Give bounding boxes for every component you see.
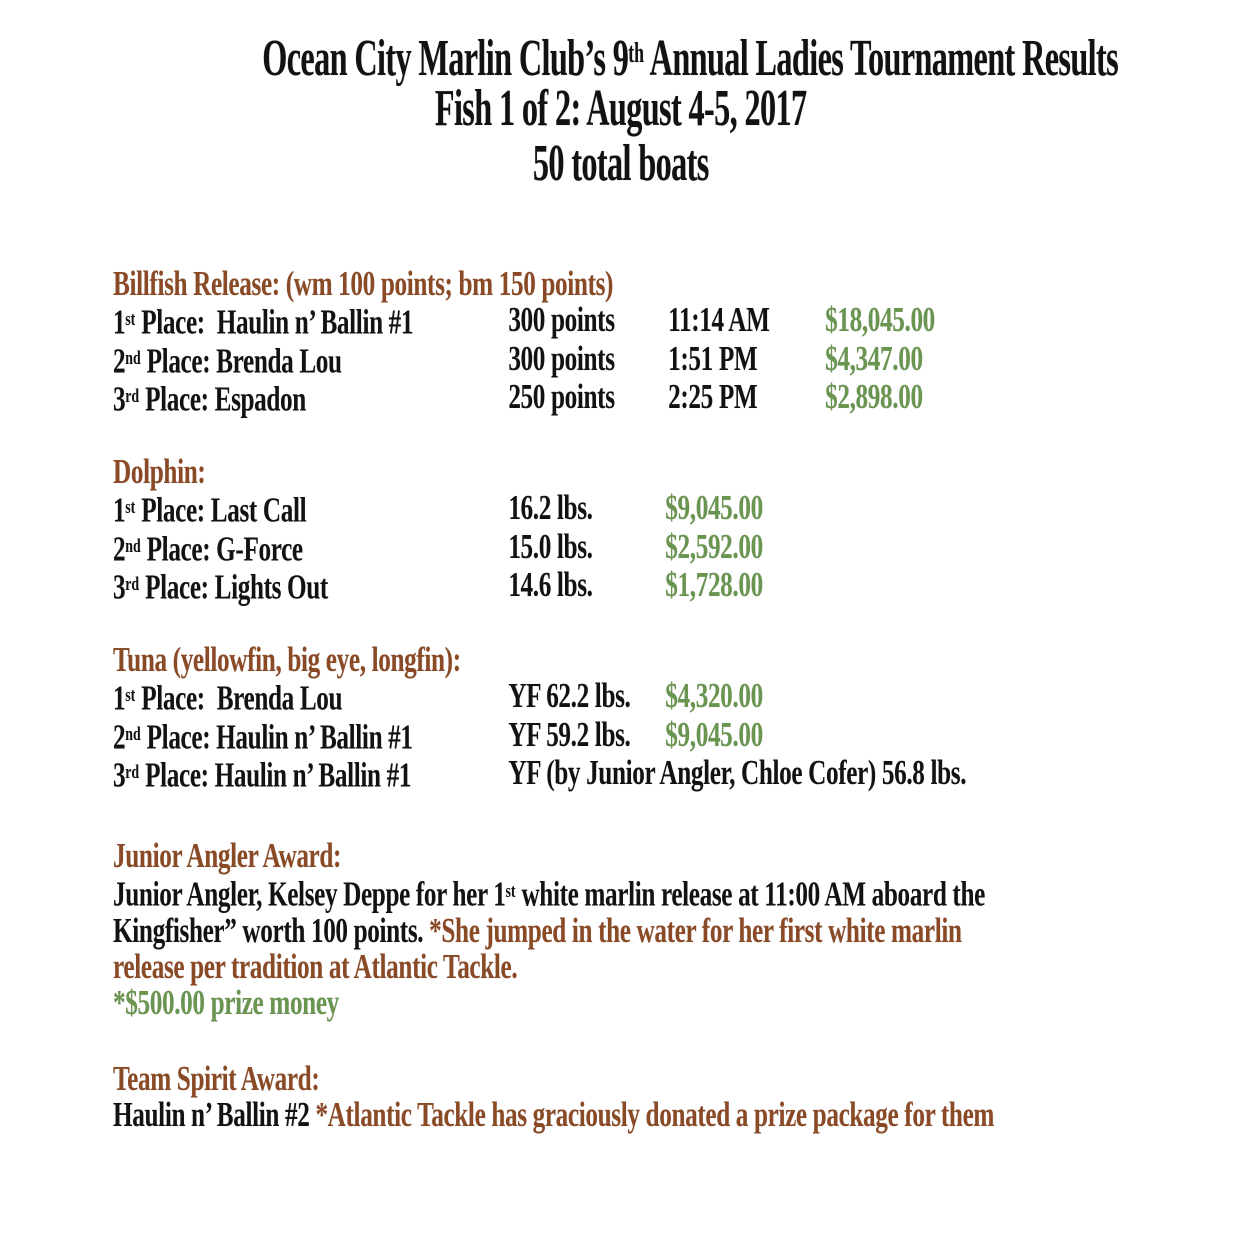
- tuna-heading: Tuna (yellowfin, big eye, longfin):: [113, 639, 461, 679]
- document-title: [0, 26, 1242, 191]
- junior-line2-brown: *She jumped in the water for her first white marlin: [429, 910, 962, 950]
- place-boat: [113, 717, 508, 756]
- team-award-heading: Team Spirit Award:: [113, 1058, 320, 1098]
- rank-ordinal: st: [125, 309, 136, 330]
- place-boat: [113, 341, 508, 380]
- dolphin-heading: Dolphin:: [113, 451, 206, 491]
- points: 250 points: [508, 377, 615, 417]
- tuna-row-3: [113, 755, 1242, 794]
- points: 300 points: [508, 338, 615, 378]
- place-boat: [113, 567, 508, 606]
- prize-money: $18,045.00: [825, 300, 935, 339]
- boat-name: Place: Brenda Lou: [140, 341, 342, 381]
- prize-money: $4,347.00: [825, 338, 923, 378]
- section-tuna: [113, 639, 1242, 795]
- dolphin-row-1: [113, 487, 1242, 530]
- billfish-row-2: [113, 338, 1242, 381]
- junior-award-prize-line: *$500.00 prize money: [113, 982, 339, 1022]
- rank: 1: [113, 678, 126, 718]
- prize-money: [665, 755, 1242, 794]
- rank: 2: [113, 529, 126, 569]
- rank-ordinal: nd: [125, 723, 141, 745]
- billfish-heading: Billfish Release: (wm 100 points; bm 150 points): [113, 264, 614, 303]
- title-line-2-text: Fish 1 of 2: August 4-5, 2017: [435, 80, 807, 137]
- tuna-row-2: [113, 714, 1242, 757]
- prize-money: $2,898.00: [825, 377, 923, 417]
- prize-money: $9,045.00: [665, 487, 763, 527]
- billfish-row-3: [113, 379, 1242, 418]
- place-boat: [113, 379, 508, 418]
- rank: 3: [113, 379, 126, 419]
- fish-weight: YF 62.2 lbs.: [508, 675, 631, 715]
- section-junior-angler-award: [113, 835, 1242, 1022]
- title-line-1-text: [262, 26, 1118, 86]
- prize-money: $9,045.00: [665, 714, 763, 754]
- rank: 2: [113, 717, 126, 757]
- document-page: [0, 26, 1242, 1235]
- boat-name: Place: Haulin n’ Ballin #1: [140, 717, 413, 757]
- fish-weight: YF (by Junior Angler, Chloe Cofer) 56.8 lbs.: [508, 753, 967, 793]
- junior-line1-ordinal: st: [505, 880, 516, 902]
- rank-ordinal: st: [125, 684, 136, 706]
- junior-award-line-3: release per tradition at Atlantic Tackle.: [113, 946, 518, 986]
- junior-award-heading: Junior Angler Award:: [113, 835, 342, 875]
- prize-money: $1,728.00: [665, 565, 763, 605]
- junior-award-line-1: [113, 874, 1242, 913]
- boat-name: Place: Brenda Lou: [135, 678, 343, 718]
- rank: 3: [113, 567, 126, 607]
- boat-name: Place: G-Force: [140, 529, 303, 569]
- junior-line2-black: Kingfisher” worth 100 points.: [113, 910, 430, 950]
- boat-name: Place: Lights Out: [139, 567, 328, 607]
- dolphin-row-3: [113, 567, 1242, 606]
- rank-ordinal: nd: [125, 347, 141, 369]
- team-line-boat: Haulin n’ Ballin #2: [113, 1094, 316, 1134]
- tuna-row-1: [113, 675, 1242, 718]
- rank-ordinal: st: [125, 496, 136, 518]
- prize-money: $4,320.00: [665, 675, 763, 715]
- dolphin-row-2: [113, 526, 1242, 569]
- points: 300 points: [508, 300, 615, 339]
- title-line-2: [0, 81, 1242, 136]
- place-boat: [113, 490, 508, 529]
- place-boat: [113, 302, 508, 341]
- rank-ordinal: rd: [125, 762, 140, 784]
- rank-ordinal: rd: [125, 574, 140, 596]
- rank: 2: [113, 341, 126, 381]
- junior-line1-post: white marlin release at 11:00 AM aboard the: [515, 874, 985, 914]
- boat-name: Place: Haulin n’ Ballin #1: [135, 302, 414, 342]
- rank: 3: [113, 755, 126, 795]
- place-boat: [113, 678, 508, 717]
- title-line-1-post: Annual Ladies Tournament Results: [644, 29, 1119, 87]
- prize-money: $2,592.00: [665, 526, 763, 566]
- release-time: 11:14 AM: [668, 300, 770, 339]
- title-line-3: [0, 136, 1242, 191]
- title-line-3-text: 50 total boats: [533, 135, 709, 192]
- rank: 1: [113, 302, 126, 342]
- boat-name: Place: Haulin n’ Ballin #1: [139, 755, 412, 795]
- release-time: 2:25 PM: [668, 377, 758, 417]
- team-line-note: *Atlantic Tackle has graciously donated a prize package for them: [315, 1094, 995, 1134]
- fish-weight: 14.6 lbs.: [508, 565, 593, 605]
- section-billfish-release: [113, 266, 1242, 418]
- release-time: 1:51 PM: [668, 338, 758, 378]
- billfish-row-1: [113, 302, 1242, 341]
- boat-name: Place: Espadon: [139, 379, 306, 419]
- junior-award-line-2: [113, 910, 1242, 950]
- team-award-line: [113, 1094, 1242, 1134]
- title-line-1: [0, 26, 1242, 87]
- section-dolphin: [113, 451, 1242, 607]
- title-ordinal: th: [628, 38, 645, 69]
- fish-weight: 16.2 lbs.: [508, 487, 593, 527]
- rank-ordinal: nd: [125, 535, 141, 557]
- title-line-1-pre: Ocean City Marlin Club’s 9: [262, 29, 629, 87]
- rank: 1: [113, 490, 126, 530]
- place-boat: [113, 755, 508, 794]
- section-team-spirit-award: [113, 1058, 1242, 1134]
- fish-weight: 15.0 lbs.: [508, 526, 593, 566]
- fish-weight: YF 59.2 lbs.: [508, 714, 631, 754]
- rank-ordinal: rd: [125, 386, 140, 408]
- place-boat: [113, 529, 508, 568]
- boat-name: Place: Last Call: [135, 490, 307, 530]
- document-body: [0, 266, 1242, 1133]
- junior-line1-pre: Junior Angler, Kelsey Deppe for her 1: [113, 874, 506, 914]
